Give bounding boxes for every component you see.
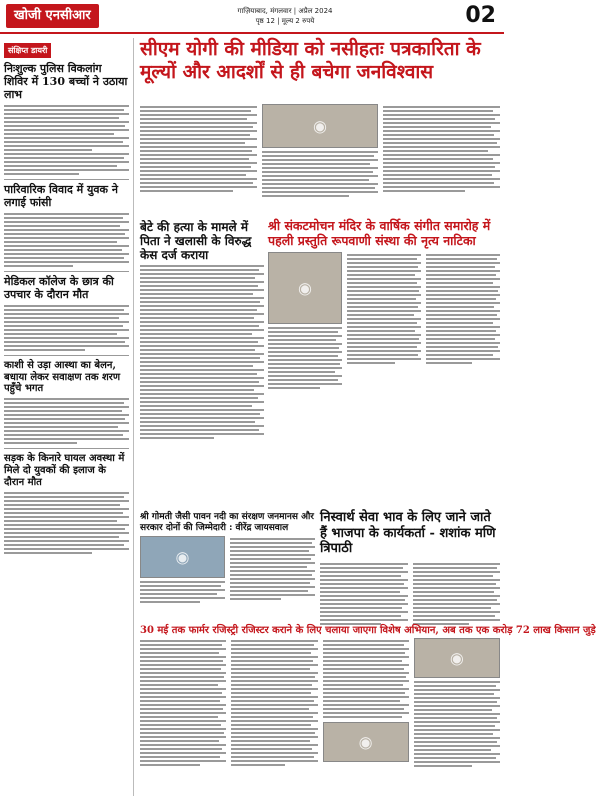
son-murder-story	[140, 218, 264, 508]
story-body-text	[4, 305, 129, 351]
left-news-column	[4, 38, 134, 796]
lead-column	[262, 104, 379, 201]
lead-photo	[262, 104, 379, 148]
story-headline: निःशुल्क पुलिस विकलांग शिविर में 130 बच्चों ने उठाया लाभ	[4, 62, 128, 101]
divider	[4, 448, 129, 449]
divider	[4, 179, 129, 180]
gomti-river-story	[140, 510, 315, 620]
story-body-text	[4, 105, 129, 175]
story-headline: सड़क के किनारे घायल अवस्था में मिले दो युवकों की इलाज के दौरान मौत	[4, 453, 125, 488]
brief-story	[4, 276, 129, 351]
story-columns	[140, 536, 315, 607]
photo-icon: ◉	[449, 648, 464, 668]
story-headline: श्री संकटमोचन मंदिर के वार्षिक संगीत समारोह में पहली प्रस्तुति रूपवाणी संस्था की नृत्य नाटिका	[268, 218, 491, 248]
story-body-text	[4, 492, 129, 554]
masthead-meta-line-1: गाज़ियाबाद, मंगलवार | अप्रैल 2024	[237, 7, 333, 15]
story-headline: मेडिकल कॉलेज के छात्र की उपचार के दौरान मौत	[4, 274, 114, 301]
section-tag: संक्षिप्त डायरी	[4, 43, 51, 58]
dance-photo	[268, 252, 342, 324]
farmer-registry-story	[140, 638, 500, 796]
divider	[4, 271, 129, 272]
river-photo	[140, 536, 225, 578]
farmer-photo	[323, 722, 409, 762]
masthead-meta	[150, 6, 420, 26]
lead-headline: सीएम योगी की मीडिया को नसीहतः पत्रकारिता के मूल्यों और आदर्शों से ही बचेगा जनविश्वास	[140, 38, 481, 84]
story-headline: बेटे की हत्या के मामले में पिता ने खलासी के विरुद्ध केस दर्ज कराया	[140, 220, 252, 263]
farmer-registry-headline-band	[140, 622, 596, 636]
lead-story	[140, 38, 500, 84]
story-columns	[268, 252, 500, 393]
brief-story	[4, 360, 129, 444]
story-headline: पारिवारिक विवाद में युवक ने लगाई फांसी	[4, 182, 118, 209]
brief-story	[4, 453, 129, 553]
story-headline: निस्वार्थ सेवा भाव के लिए जाने जाते हैं भाजपा के कार्यकर्ता - शशांक मणि त्रिपाठी	[320, 510, 496, 557]
photo-icon: ◉	[298, 278, 312, 298]
lead-column	[140, 104, 257, 201]
story-body-text	[140, 265, 264, 439]
story-headline: 30 मई तक फार्मर रजिस्ट्री रजिस्टर कराने के लिए चलाया जाएगा विशेष अभियान, अब तक एक करोड़ 72 लाख किसान जुड़े	[140, 625, 596, 636]
page-number: 02	[465, 3, 496, 28]
story-body-text	[4, 213, 129, 267]
sankat-mochan-story	[268, 218, 500, 508]
brief-story	[4, 184, 129, 267]
lead-columns	[140, 104, 500, 201]
lead-column	[383, 104, 500, 201]
official-photo	[414, 638, 500, 678]
masthead-meta-line-2: पृष्ठ 12 | मूल्य 2 रुपये	[255, 17, 315, 25]
story-columns	[140, 638, 500, 771]
newspaper-logo: खोजी एनसीआर	[6, 4, 99, 28]
story-columns	[320, 561, 500, 629]
story-headline: श्री गोमती जैसी पावन नदी का संरक्षण जनमानस और सरकार दोनों की जिम्मेदारी : वीरेंद्र जायसवाल	[140, 512, 314, 533]
brief-story	[4, 63, 129, 175]
story-body-text	[4, 398, 129, 444]
masthead	[0, 0, 504, 34]
seva-bhav-story	[320, 510, 500, 620]
divider	[4, 355, 129, 356]
story-headline: काशी से उड़ा आस्था का बेलन, बधाया लेकर सवाक्षण तक शरण पहुँचे भगत	[4, 359, 121, 395]
photo-icon: ◉	[358, 732, 373, 752]
photo-icon: ◉	[175, 547, 190, 567]
photo-icon: ◉	[313, 116, 327, 136]
